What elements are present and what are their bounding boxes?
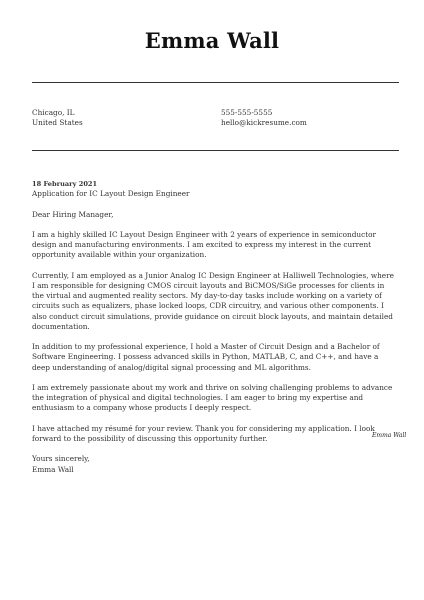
bottom-divider: [32, 150, 399, 151]
letter-subject: Application for IC Layout Design Engineer: [32, 189, 190, 199]
letter-paragraph: I am extremely passionate about my work and thrive on solving challenging problems to advance the integration of physical and digital technologies. I am eager to bring my expertise and enthusiasm to a company whose products I deeply respect.: [32, 382, 393, 413]
contact-location: [32, 108, 83, 128]
contact-details: [221, 108, 307, 128]
letter-paragraph: I have attached my résumé for your review. Thank you for considering my application. I look forward to the possibility of discussing this opportunity further.: [32, 423, 375, 443]
letter-paragraph: I am a highly skilled IC Layout Design Engineer with 2 years of experience in semiconductor design and manufacturing environments. I am excited to express my interest in the current opportunity available within your organization.: [32, 229, 377, 260]
letter-paragraph: Currently, I am employed as a Junior Analog IC Design Engineer at Halliwell Technologies, where I am responsible for designing CMOS circuit layouts and BiCMOS/SiGe processes for clients in the virtual and augmented reality sectors. My day-to-day tasks include working on a variety of circuits such as equalizers, phase locked loops, CDR circuitry, and various other components. I also conduct circuit simulations, provide guidance on circuit block layouts, and maintain detailed documentation.: [32, 270, 394, 331]
handwritten-signature: Emma Wall: [372, 432, 407, 439]
contact-phone: 555-555-5555: [221, 108, 273, 117]
letter-paragraph: In addition to my professional experience, I hold a Master of Circuit Design and a Bachelor of Software Engineering. I possess advanced skills in Python, MATLAB, C, and C++, and have a deep understanding of analog/digital signal processing and ML algorithms.: [32, 342, 380, 372]
contact-country: United States: [32, 118, 83, 127]
contact-city: Chicago, IL: [32, 108, 75, 117]
letter-date: 18 February 2021: [32, 180, 98, 188]
top-divider: [32, 82, 399, 83]
letter-salutation: Dear Hiring Manager,: [32, 209, 114, 219]
contact-email: hello@kickresume.com: [221, 118, 307, 127]
letter-closing-name: Emma Wall: [32, 464, 74, 474]
applicant-name: Emma Wall: [144, 28, 280, 53]
letter-body: [32, 179, 394, 475]
letter-closing: Yours sincerely,: [32, 454, 90, 464]
